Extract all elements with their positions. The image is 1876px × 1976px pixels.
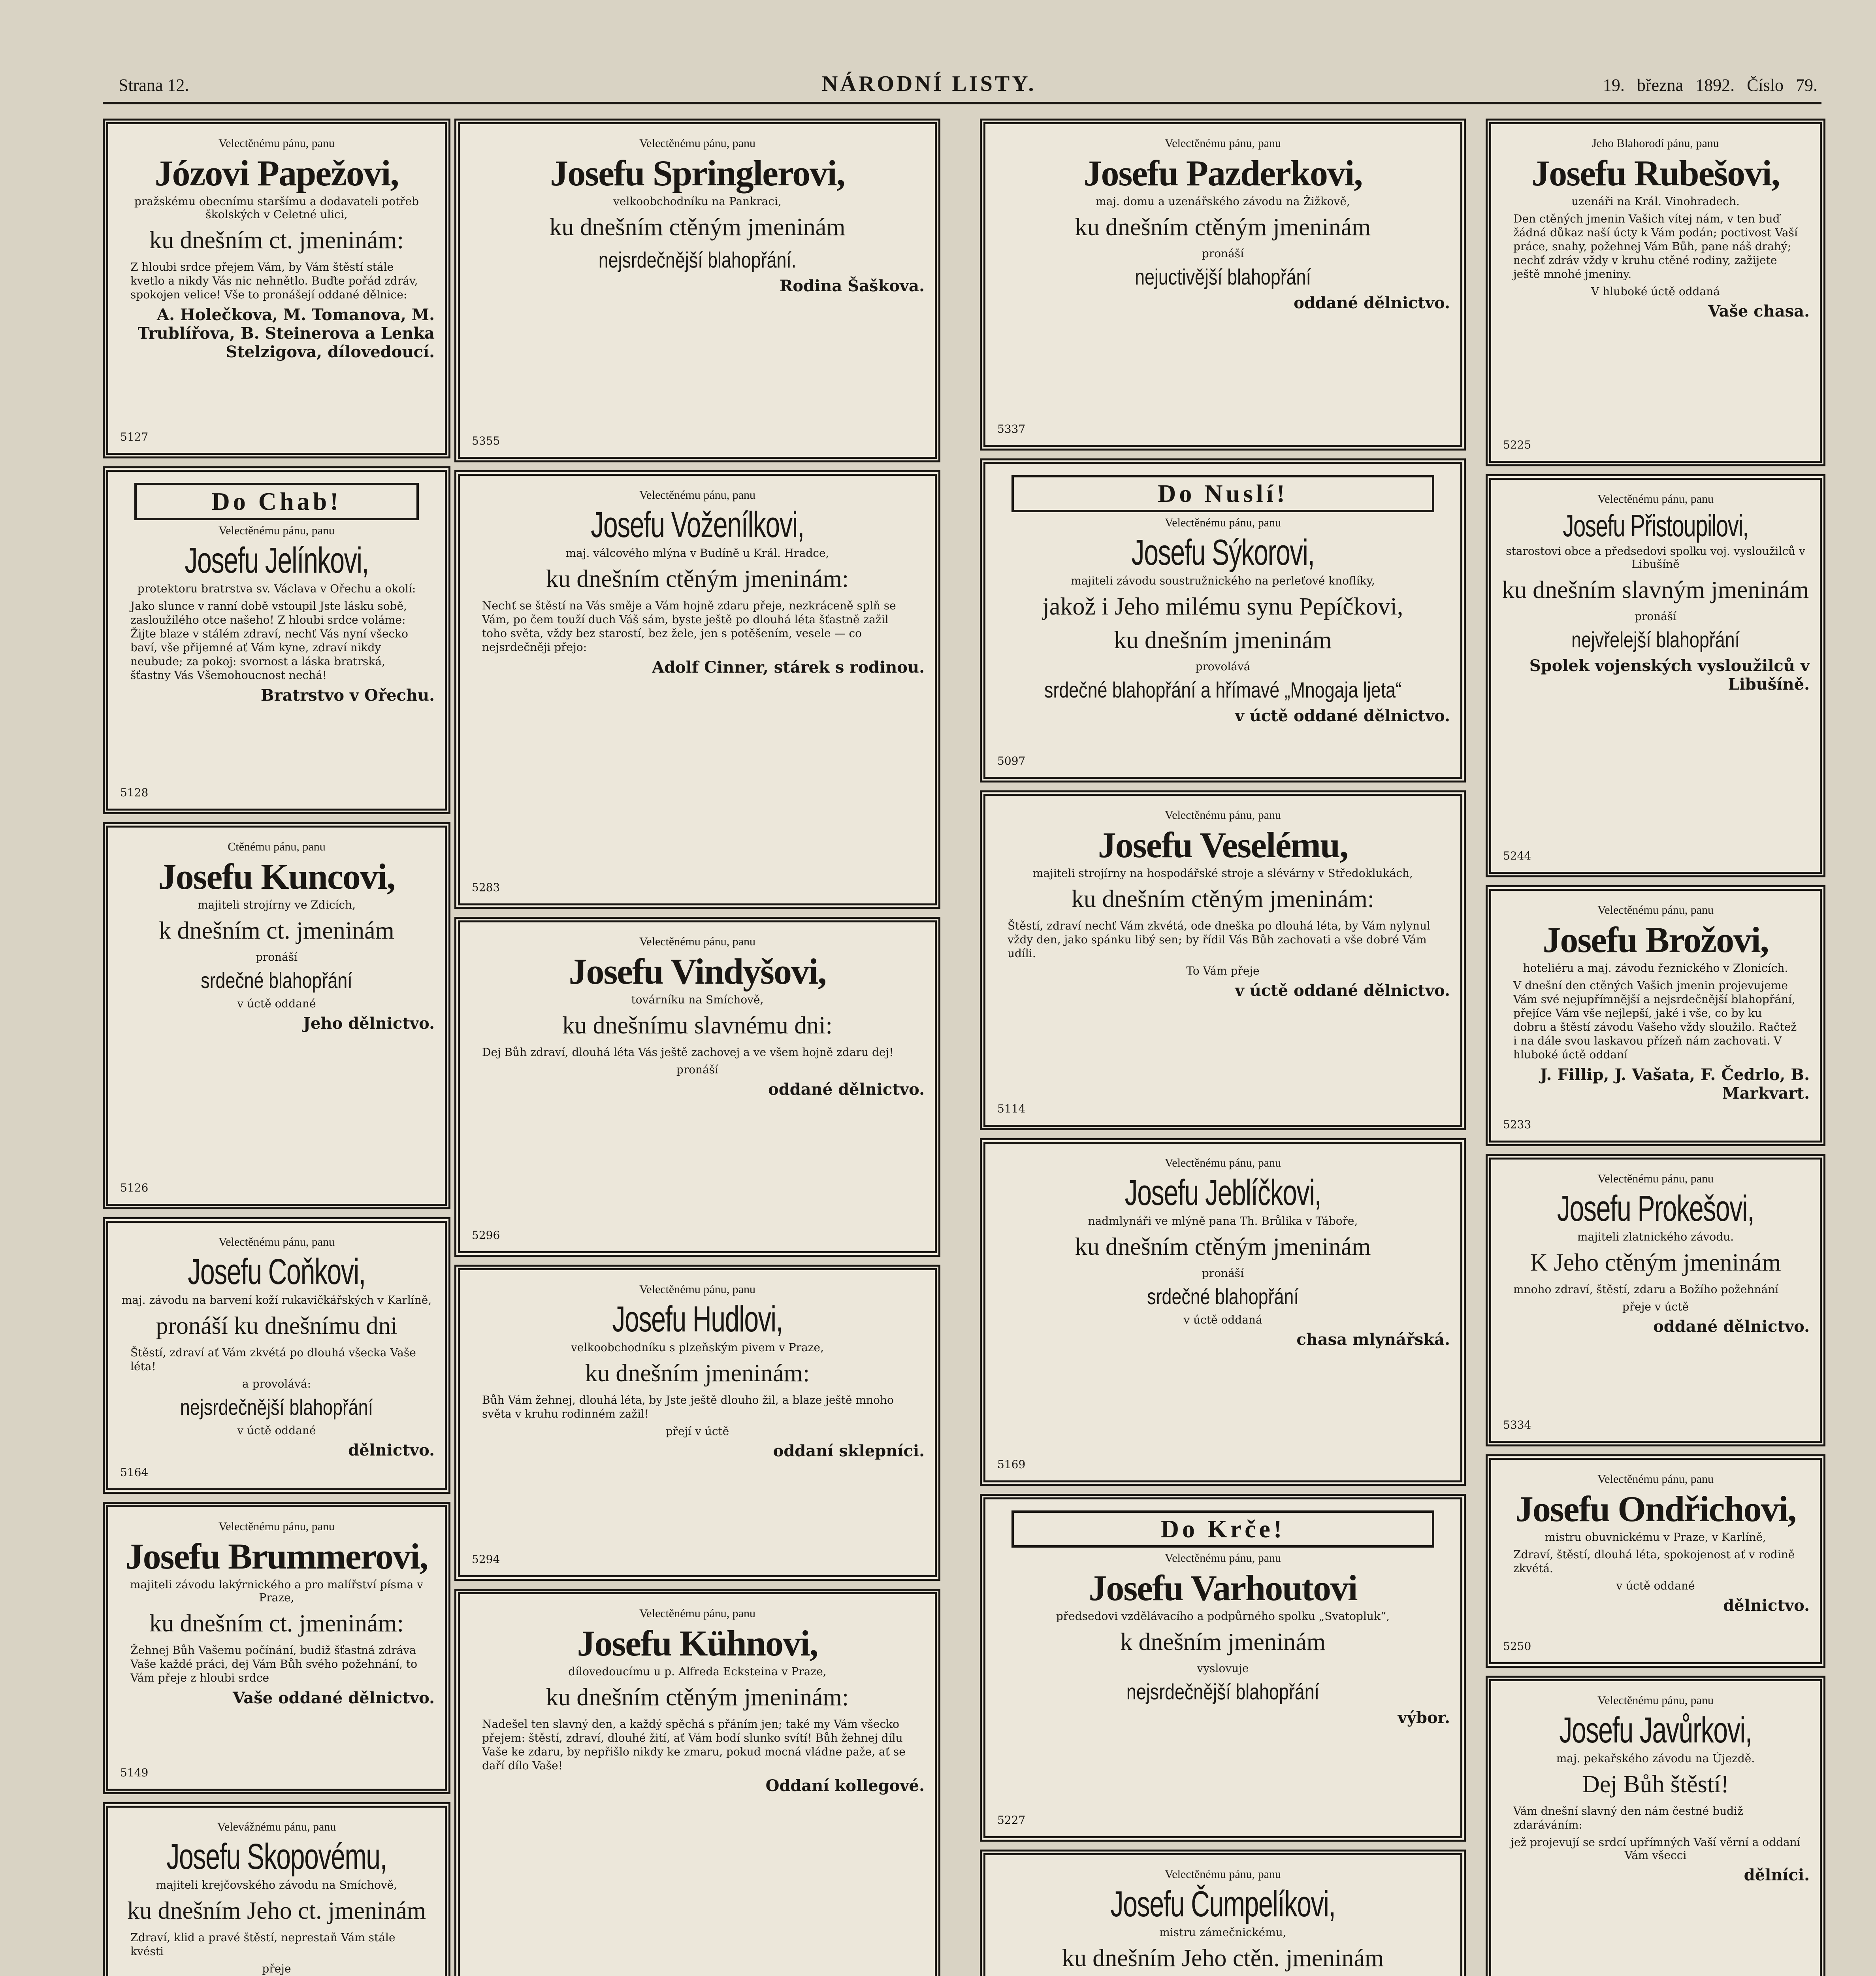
advert-number: 5355 [472, 434, 500, 447]
signature: Spolek vojenských vysloužilců v Libušíně. [1529, 656, 1810, 694]
page-number: Strana 12. [119, 75, 189, 95]
pronouncement: V hluboké úctě oddaná [1591, 285, 1720, 298]
advert-box [1486, 474, 1825, 877]
advert-number: 5114 [997, 1102, 1026, 1115]
destination-heading: Do Nuslí! [1011, 475, 1434, 512]
addressee-name: Josefu Kuncovi, [158, 856, 395, 897]
addressee-name: Josefu Kühnovi, [577, 1623, 818, 1663]
advert-number: 5283 [472, 881, 500, 894]
occasion: ku dnešním ctěným jmeninám [1075, 1233, 1371, 1260]
occasion: ku dnešním slavným jmeninám [1502, 576, 1809, 603]
signature: oddaní sklepníci. [773, 1441, 925, 1460]
occupation: mistru obuvnickému v Praze, v Karlíně, [1545, 1530, 1766, 1544]
addressee-name: Josefu Springlerovi, [550, 153, 845, 193]
occupation: maj. válcového mlýna v Budíně u Král. Hradce, [565, 546, 829, 560]
signature: Rodina Šaškova. [780, 276, 925, 295]
salutation: Velectěnému pánu, panu [639, 488, 756, 502]
occasion: ku dnešním jmeninám: [585, 1359, 810, 1387]
advert-box [103, 1502, 450, 1794]
signature: Vaše chasa. [1708, 302, 1810, 321]
advert-box [454, 119, 940, 462]
advert-box [103, 119, 450, 458]
occupation: maj. domu a uzenářského závodu na Žižkově, [1096, 194, 1350, 208]
advert-number: 5164 [120, 1466, 149, 1479]
advert-box [454, 1265, 940, 1581]
addressee-name: Josefu Přistoupilovi, [1563, 508, 1748, 543]
wish-text: nejvřelejší blahopřání [1571, 627, 1740, 652]
closing-phrase: v úctě oddané [237, 997, 316, 1010]
addressee-name: Josefu Javůrkovi, [1559, 1710, 1752, 1750]
advert-number: 5097 [997, 754, 1026, 767]
advert-number: 5149 [120, 1766, 149, 1779]
wish-text: srdečné blahopřání [1147, 1284, 1299, 1309]
addressee-name: Josefu Brožovi, [1543, 920, 1769, 960]
salutation: Velectěnému pánu, panu [1164, 137, 1281, 150]
destination-heading: Do Chab! [134, 483, 419, 520]
wish-text: nejsrdečnější blahopřání. [598, 247, 797, 272]
occupation: majiteli zlatnického závodu. [1577, 1230, 1734, 1243]
column-2 [454, 119, 940, 1976]
salutation: Velectěnému pánu, panu [639, 137, 756, 150]
signature: Vaše oddané dělnictvo. [232, 1688, 435, 1707]
addressee-name: Josefu Voženílkovi, [591, 505, 804, 545]
signature: v úctě oddané dělnictvo. [1235, 981, 1450, 1000]
advert-box [454, 1589, 940, 1976]
occupation: starostovi obce a předsedovi spolku voj. vysloužilců v Libušíně [1506, 544, 1805, 571]
advert-box [454, 917, 940, 1257]
addressee-name: Josefu Jeblíčkovi, [1124, 1173, 1321, 1213]
addressee-name: Josefu Skopovému, [166, 1836, 387, 1877]
occasion: ku dnešním ctěným jmeninám [549, 213, 846, 241]
date: 19. března 1892. [1603, 75, 1735, 95]
signature: Bratrstvo v Ořechu. [260, 686, 435, 705]
occupation: velkoobchodníku na Pankraci, [613, 194, 782, 208]
signature: A. Holečkova, M. Tomanova, M. Trublířova, B. Steinerova a Lenka Stelzigova, dílovedoucí. [137, 305, 435, 361]
verse: Jako slunce v ranní době vstoupil Jste lásku sobě, zasloužilého otce našeho! Z hloubi srdce voláme: Žijte blaze v stálém zdraví, nechť Vás nyní všecko baví, vše přijemné ať Vám kyne, zdraví nikdy neubude; za pokoj: svornost a láska bratrská, šťastny Vás Všemohoucnost nechá! [130, 599, 409, 682]
advert-number: 5169 [997, 1458, 1026, 1471]
signature: chasa mlynářská. [1296, 1330, 1450, 1349]
verse: V dnešní den ctěných Vašich jmenin projevujeme Vám své nejupřímnější a nejsrdečnější blahopřání, přejíce Vám vše nejlepší, jaké i vše, co by ku dobru a štěstí závodu Vašeho vždy sloužilo. Račtež i na dále svou laskavou přízeň nám zachovati. V hluboké úctě oddaní [1513, 979, 1797, 1061]
occasion: ku dnešním ct. jmeninám: [149, 1610, 404, 1637]
advert-box [1486, 885, 1825, 1146]
occasion: K Jeho ctěným jmeninám [1530, 1249, 1781, 1276]
salutation: Velectěnému pánu, panu [218, 1235, 335, 1248]
addressee-name: Josefu Brummerovi, [125, 1536, 428, 1576]
salutation: Velectěnému pánu, panu [218, 1520, 335, 1533]
signature: dělnictvo. [348, 1441, 435, 1459]
salutation: Velectěnému pánu, panu [1164, 516, 1281, 529]
advert-box [1486, 1676, 1825, 1976]
addressee-name: Josefu Veselému, [1098, 825, 1348, 865]
advert-box [980, 1494, 1466, 1842]
pronouncement: vyslovuje [1197, 1661, 1249, 1675]
occupation: uzenáři na Král. Vinohradech. [1571, 194, 1740, 208]
signature: dělníci. [1744, 1865, 1810, 1884]
addressee-name: Josefu Ondřichovi, [1515, 1489, 1796, 1529]
verse: mnoho zdraví, štěstí, zdaru a Božího požehnání [1513, 1282, 1779, 1296]
pronouncement: v úctě oddané [1616, 1579, 1695, 1592]
advert-number: 5337 [997, 422, 1026, 436]
occasion: Dej Bůh štěstí! [1582, 1770, 1729, 1798]
verse: Žehnej Bůh Vašemu počínání, budiž šťastná zdráva Vaše každé práci, dej Vám Bůh svého požehnání, to Vám přeje z hloubi srdce [130, 1643, 418, 1684]
column-4 [1486, 119, 1825, 1976]
wish-text: srdečné blahopřání [201, 967, 352, 993]
salutation: Velevážnému pánu, panu [217, 1820, 336, 1833]
closing-phrase: v úctě oddaná [1183, 1313, 1262, 1326]
signature: výbor. [1398, 1708, 1450, 1727]
advert-number: 5250 [1503, 1640, 1531, 1653]
masthead [119, 71, 1818, 107]
occupation: předsedovi vzdělávacího a podpůrného spolku „Svatopluk“, [1056, 1609, 1390, 1623]
advert-box [103, 1217, 450, 1494]
occupation: majiteli krejčovského závodu na Smíchově, [156, 1878, 397, 1891]
signature: J. Fillip, J. Vašata, F. Čedrlo, B. Markvart. [1540, 1065, 1810, 1103]
salutation: Ctěnému pánu, panu [228, 840, 326, 853]
addressee-name: Josefu Sýkorovi, [1131, 532, 1315, 573]
advert-box [454, 470, 940, 909]
salutation: Velectěnému pánu, panu [1597, 903, 1714, 916]
advert-number: 5126 [120, 1181, 149, 1194]
occasion: pronáší ku dnešnímu dni [156, 1312, 397, 1339]
pronouncement: a provolává: [242, 1377, 311, 1390]
advert-number: 5334 [1503, 1418, 1531, 1431]
signature: Jeho dělnictvo. [303, 1014, 435, 1033]
pronouncement: provolává [1195, 660, 1251, 673]
addressee-name: Josefu Prokešovi, [1557, 1188, 1754, 1229]
verse: Zdraví, štěstí, dlouhá léta, spokojenost ať v rodině zkvétá. [1513, 1548, 1795, 1575]
closing-phrase: v úctě oddané [237, 1424, 316, 1437]
verse: Nadešel ten slavný den, a každý spěchá s přáním jen; také my Vám všecko přejem: štěstí, zdraví, dlouhé žití, ať Vám bodí slunko svítí! Bůh žehnej dílu Vaše ke zdaru, by nepřišlo nikdy ke zmaru, pokud mocná vládne paže, ať se daří dílo Vaše! [482, 1717, 906, 1772]
occupation: pražskému obecnímu staršímu a dodavateli potřeb školských v Celetné ulici, [134, 194, 419, 221]
signature: v úctě oddané dělnictvo. [1235, 706, 1450, 725]
advert-box [980, 1138, 1466, 1486]
verse: Nechť se štěstí na Vás směje a Vám hojně zdaru přeje, nezkráceně splň se Vám, po čem touží duch Váš sám, byste ještě po dlouhá léta šťastně zažil toho světa, vždy bez starostí, bez žele, jen s potěšením, vesele — co nejsrdečněji přejo: [482, 599, 896, 654]
advert-box [103, 822, 450, 1209]
advert-number: 5128 [120, 786, 149, 799]
addressee-name: Josefu Jelínkovi, [185, 540, 369, 581]
occupation: maj. pekařského závodu na Újezdě. [1556, 1752, 1755, 1765]
header-rule [103, 102, 1821, 104]
pronouncement: přeje [262, 1962, 291, 1975]
verse: Zdraví, klid a pravé štěstí, neprestaň Vám stále kvésti [130, 1931, 396, 1958]
occasion: jakož i Jeho milému synu Pepíčkovi, [1042, 593, 1403, 620]
column-3 [980, 119, 1466, 1976]
advert-box [980, 1850, 1466, 1976]
salutation: Velectěnému pánu, panu [218, 137, 335, 150]
occupation: protektoru bratrstva sv. Václava v Ořechu a okolí: [137, 582, 416, 595]
paper-title: NÁRODNÍ LISTY. [822, 72, 1036, 96]
signature: dělnictvo. [1723, 1596, 1810, 1615]
occasion: k dnešním ct. jmeninám [159, 917, 394, 944]
advert-box [1486, 1154, 1825, 1446]
advert-box [980, 119, 1466, 451]
addressee-name: Josefu Čumpelíkovi, [1110, 1884, 1335, 1924]
verse: Bůh Vám žehnej, dlouhá léta, by Jste ještě dlouho žil, a blaze ještě mnoho světa v kruhu rodinném zažil! [482, 1393, 894, 1420]
salutation: Velectěnému pánu, panu [639, 1607, 756, 1620]
wish-text: nejsrdečnější blahopřání [180, 1394, 373, 1420]
occupation: nadmlynáři ve mlýně pana Th. Brůlika v Táboře, [1088, 1214, 1358, 1227]
pronouncement: pronáší [1202, 1266, 1244, 1280]
salutation: Velectěnému pánu, panu [1164, 1156, 1281, 1169]
occasion: ku dnešním ctěným jmeninám [1075, 213, 1371, 241]
occupation: majiteli závodu soustružnického na perleťové knoflíky, [1071, 574, 1375, 587]
salutation: Velectěnému pánu, panu [1597, 492, 1714, 505]
salutation: Velectěnému pánu, panu [1597, 1473, 1714, 1486]
occupation: mistru zámečnickému, [1159, 1925, 1286, 1939]
advert-number: 5225 [1503, 438, 1531, 451]
wish-text: nejuctivější blahopřání [1135, 264, 1311, 289]
advert-number: 5244 [1503, 849, 1531, 862]
occasion: ku dnešnímu slavnému dni: [562, 1012, 833, 1039]
addressee-name: Josefu Vindyšovi, [569, 951, 826, 992]
advert-box [103, 466, 450, 814]
addressee-name: Josefu Coňkovi, [188, 1252, 365, 1292]
salutation: Velectěnému pánu, panu [218, 524, 335, 537]
salutation: Velectěnému pánu, panu [639, 935, 756, 948]
salutation: Velectěnému pánu, panu [1164, 809, 1281, 822]
verse: Z hloubi srdce přejem Vám, by Vám štěstí stále kvetlo a nikdy Vás nic nehnětlo. Buďte pořád zdráv, spokojen velice! Vše to pronášejí oddané dělnice: [130, 260, 418, 301]
occasion: ku dnešním ct. jmeninám: [149, 226, 404, 254]
pronouncement: pronáší [255, 950, 298, 963]
advert-box [1486, 1454, 1825, 1668]
pronouncement: pronáší [1202, 247, 1244, 260]
pronouncement: přejí v úctě [665, 1424, 729, 1438]
occupation: velkoobchodníku s plzeňským pivem v Praze, [571, 1341, 824, 1354]
addressee-name: Josefu Pazderkovi, [1083, 153, 1362, 193]
signature: oddané dělnictvo. [1294, 293, 1450, 312]
occasion: ku dnešním Jeho ctěn. jmeninám [1062, 1944, 1384, 1972]
signature: Adolf Cinner, stárek s rodinou. [652, 658, 925, 677]
verse: Štěstí, zdraví ať Vám zkvétá po dlouhá všecka Vaše léta! [130, 1346, 416, 1373]
advert-number: 5127 [120, 430, 149, 443]
occasion: ku dnešním Jeho ct. jmeninám [127, 1897, 426, 1924]
addressee-name: Józovi Papežovi, [154, 153, 399, 193]
occasion: ku dnešním ctěným jmeninám: [546, 1684, 849, 1711]
addressee-name: Josefu Hudlovi, [612, 1299, 783, 1339]
signature: oddané dělnictvo. [1653, 1317, 1810, 1336]
verse: Štěstí, zdraví nechť Vám zkvétá, ode dneška po dlouhá léta, by Vám nylynul vždy den, jako spánku libý sen; by řídil Vás Bůh zachovati a vše dobré Vám udíli. [1008, 919, 1431, 960]
advert-box [980, 458, 1466, 782]
destination-heading: Do Krče! [1011, 1510, 1434, 1548]
pronouncement: To Vám přeje [1186, 964, 1260, 977]
occasion: ku dnešním ctěným jmeninám: [1071, 885, 1375, 913]
advert-number: 5296 [472, 1229, 500, 1242]
occupation: majiteli strojírny na hospodářské stroje a slévárny v Středoklukách, [1033, 866, 1413, 880]
salutation: Velectěnému pánu, panu [1164, 1868, 1281, 1881]
salutation: Velectěnému pánu, panu [1597, 1694, 1714, 1707]
addressee-name: Josefu Varhoutovi [1089, 1568, 1357, 1608]
advert-box [1486, 119, 1825, 466]
occasion-2: ku dnešním jmeninám [1114, 626, 1332, 654]
verse: Den ctěných jmenin Vašich vítej nám, v ten buď žádná důkaz naší úcty k Vám podán; poctivost Vaší práce, snahy, požehnej Vám Bůh, pane náš drahý; nechť zdráv vždy v kruhu ctěné rodiny, zažijete ještě mnohé jmeniny. [1513, 212, 1798, 281]
issue-date [1603, 75, 1818, 95]
pronouncement: pronáší [676, 1063, 719, 1076]
verse: Dej Bůh zdraví, dlouhá léta Vás ještě zachovej a ve všem hojně zdaru dej! [482, 1045, 894, 1059]
pronouncement: pronáší [1634, 609, 1677, 623]
advert-box [103, 1802, 450, 1976]
pronouncement: přeje v úctě [1622, 1300, 1689, 1313]
signature: Oddaní kollegové. [765, 1776, 925, 1795]
occasion: k dnešním jmeninám [1120, 1628, 1326, 1655]
salutation: Jeho Blahorodí pánu, panu [1592, 137, 1719, 150]
advert-number: 5227 [997, 1814, 1026, 1827]
signature: oddané dělnictvo. [768, 1080, 925, 1099]
advert-box [980, 790, 1466, 1130]
advert-number: 5233 [1503, 1118, 1531, 1131]
column-1 [103, 119, 450, 1976]
pronouncement: jež projevují se srdcí upřímných Vaší věrní a oddaní Vám všecci [1511, 1835, 1801, 1862]
advert-number: 5294 [472, 1553, 500, 1566]
salutation: Velectěnému pánu, panu [1164, 1552, 1281, 1565]
occupation: maj. závodu na barvení koží rukavičkářských v Karlíně, [121, 1293, 432, 1307]
verse: Vám dnešní slavný den nám čestné budiž zdaráváním: [1513, 1804, 1743, 1831]
salutation: Velectěnému pánu, panu [1597, 1172, 1714, 1185]
occupation: továrníku na Smíchově, [631, 993, 764, 1006]
occupation: hoteliéru a maj. závodu řeznického v Zlonicích. [1523, 961, 1788, 975]
occupation: majiteli závodu lakýrnického a pro malířství písma v Praze, [130, 1578, 423, 1604]
occasion: ku dnešním ctěným jmeninám: [546, 565, 849, 592]
wish-text: nejsrdečnější blahopřání [1126, 1679, 1320, 1704]
addressee-name: Josefu Rubešovi, [1531, 153, 1780, 193]
issue-number: Číslo 79. [1747, 75, 1818, 95]
occupation: dílovedoucímu u p. Alfreda Ecksteina v Praze, [568, 1665, 827, 1678]
wish-text: srdečné blahopřání a hřímavé „Mnogaja ljeta“ [1044, 677, 1401, 702]
salutation: Velectěnému pánu, panu [639, 1283, 756, 1296]
occupation: majiteli strojírny ve Zdicích, [197, 898, 356, 911]
